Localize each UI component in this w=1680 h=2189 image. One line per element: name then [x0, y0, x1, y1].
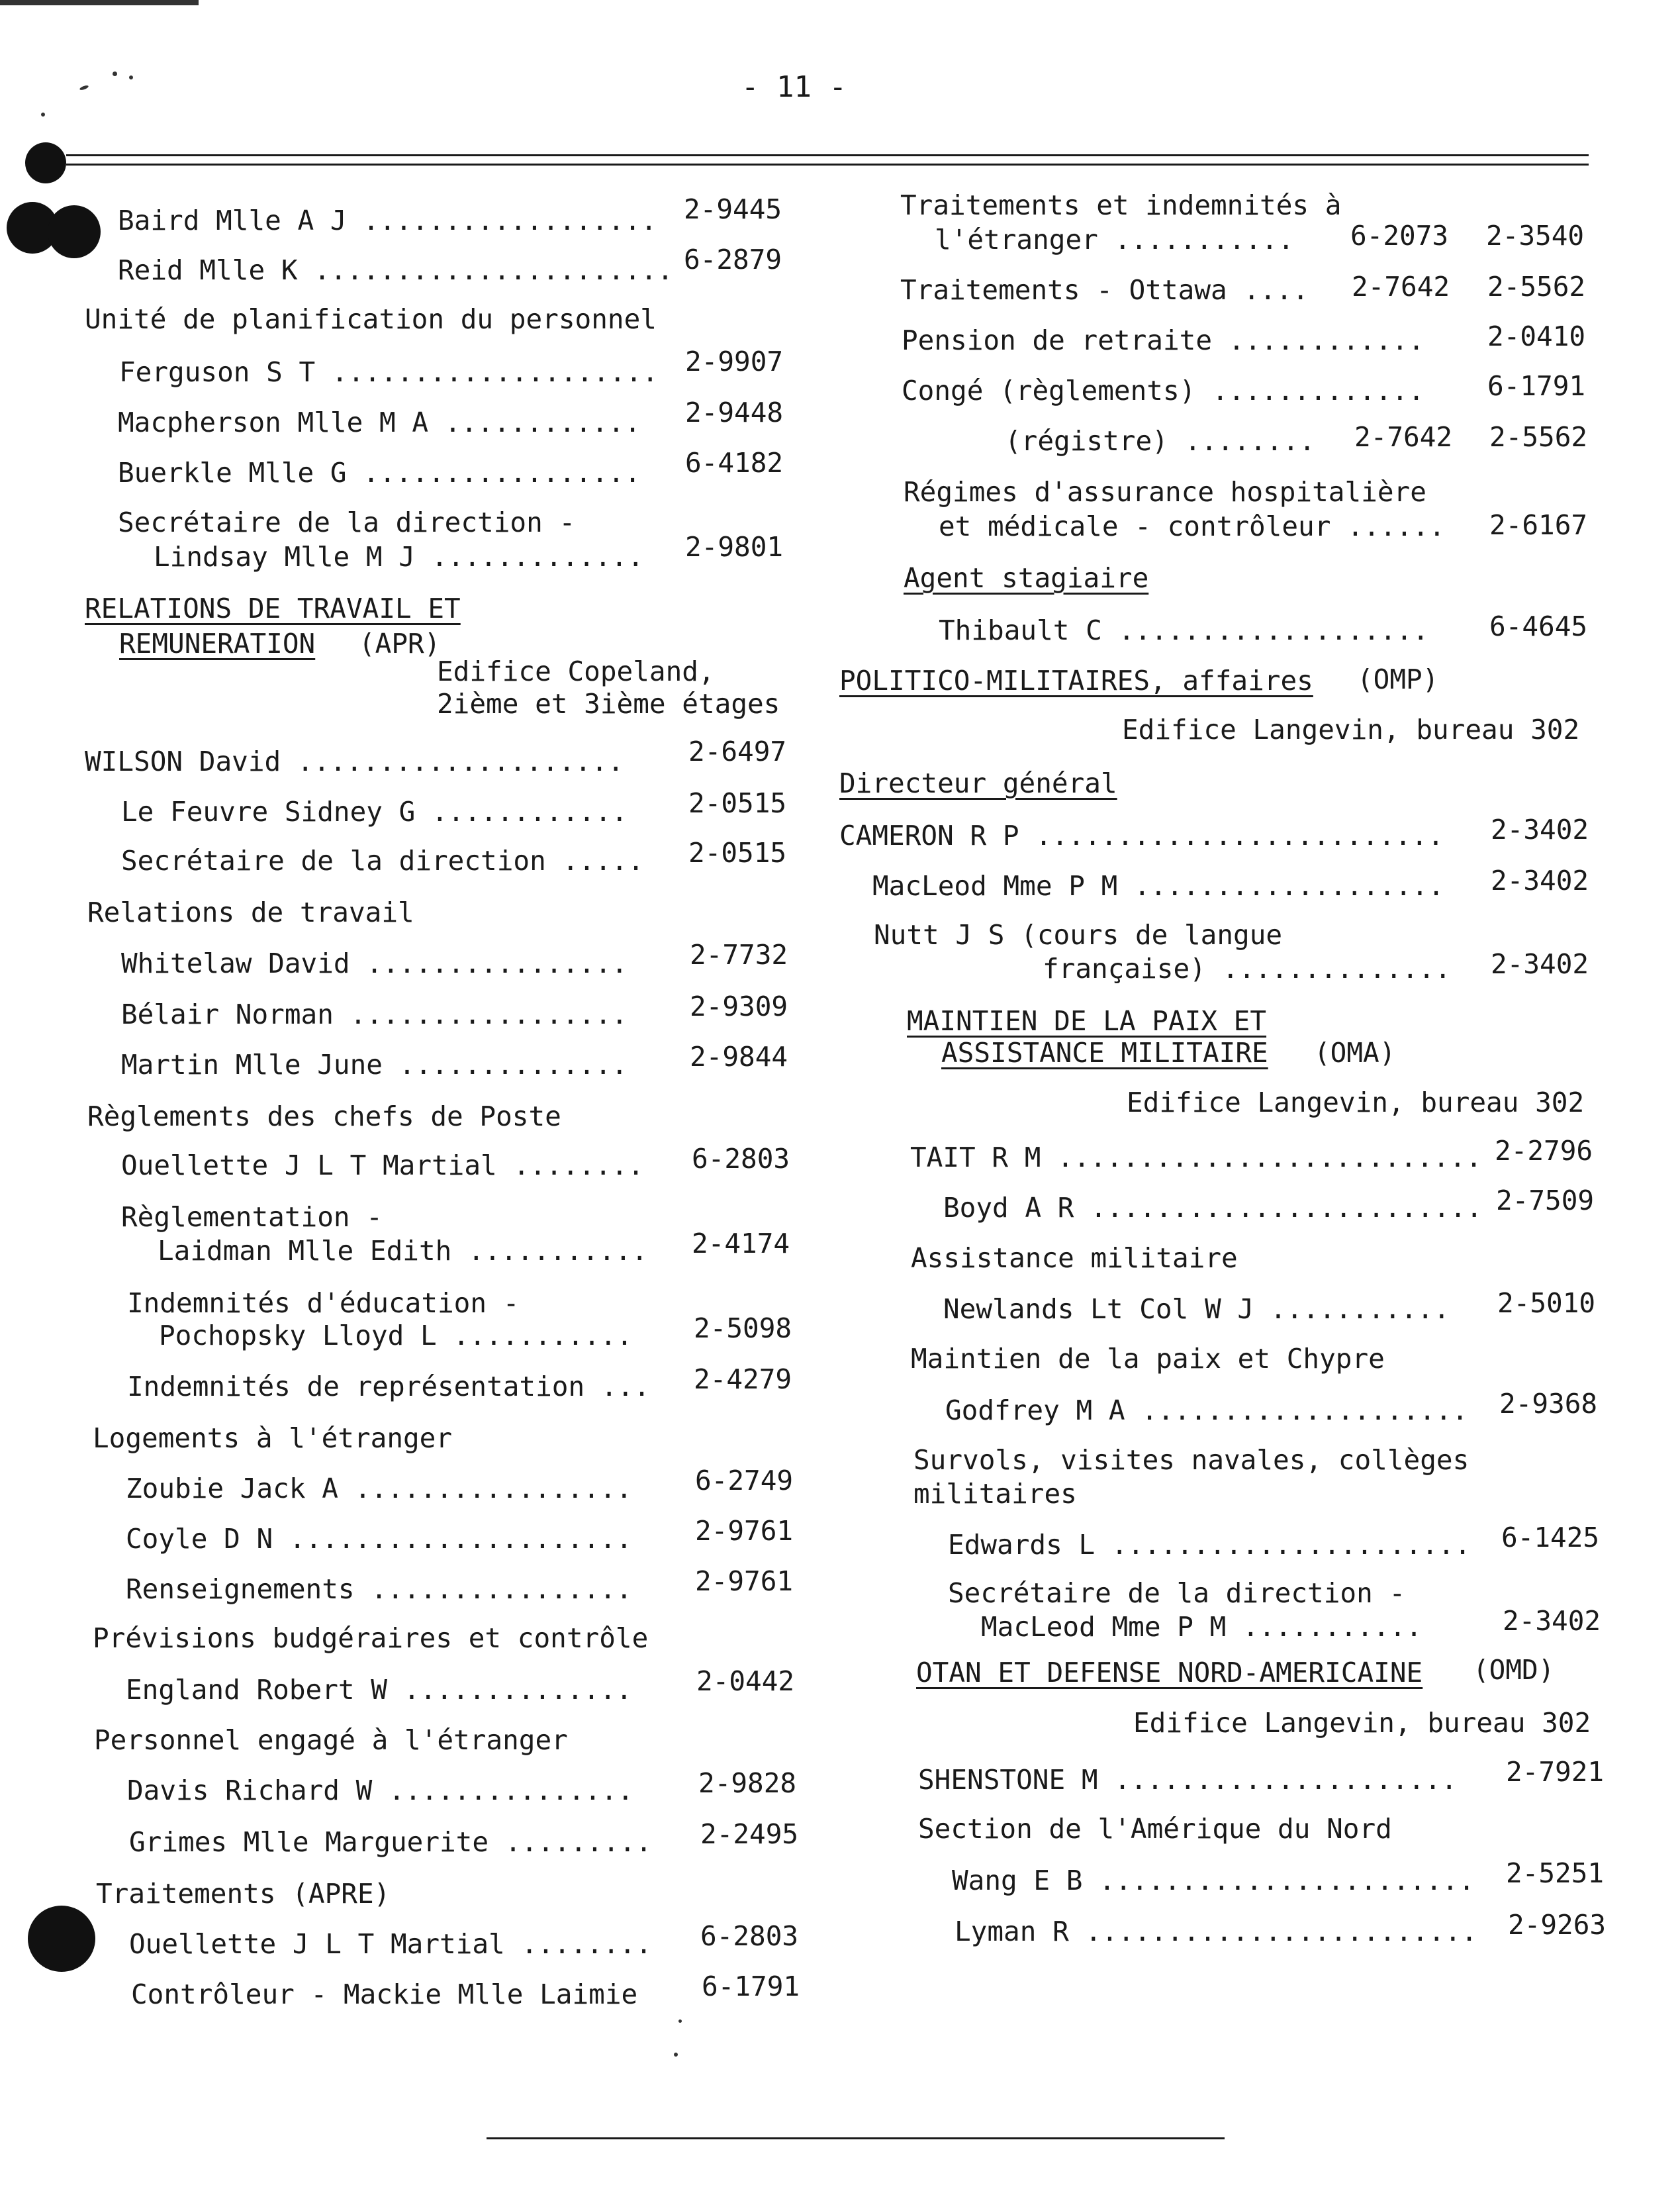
- entry-macleod-1: MacLeod Mme P M ...................: [872, 870, 1444, 902]
- heading-maintien-paix: MAINTIEN DE LA PAIX ET: [907, 1005, 1267, 1037]
- phone-traitements-ottawa-2: 2-5562: [1487, 271, 1586, 303]
- entry-lyman: Lyman R ........................: [955, 1916, 1477, 1947]
- phone-newlands: 2-5010: [1497, 1287, 1596, 1319]
- entry-reglementation-label: Règlementation -: [121, 1201, 383, 1233]
- heading-remuneration: REMUNERATION: [119, 628, 316, 659]
- phone-england: 2-0442: [696, 1665, 795, 1697]
- location-langevin-omd: Edifice Langevin, bureau 302: [1133, 1707, 1591, 1739]
- section-assistance-militaire: Assistance militaire: [911, 1242, 1238, 1274]
- phone-lindsay: 2-9801: [685, 531, 784, 563]
- entry-lindsay: Lindsay Mlle M J .............: [154, 541, 644, 573]
- entry-martin: Martin Mlle June ..............: [121, 1049, 628, 1081]
- phone-whitelaw: 2-7732: [690, 939, 788, 971]
- section-survols: Survols, visites navales, collèges: [913, 1444, 1470, 1476]
- section-previsions: Prévisions budgéraires et contrôle: [93, 1622, 649, 1654]
- entry-belair: Bélair Norman .................: [121, 998, 628, 1030]
- heading-politico-militaires-code: (OMP): [1357, 663, 1439, 695]
- phone-grimes: 2-2495: [700, 1818, 799, 1850]
- phone-wang: 2-5251: [1506, 1857, 1605, 1889]
- entry-ouellette-1: Ouellette J L T Martial ........: [121, 1149, 644, 1181]
- header-rule-top: [66, 154, 1589, 156]
- heading-otan-code: (OMD): [1473, 1654, 1555, 1686]
- speck-6: [678, 2019, 682, 2023]
- speck-4: [41, 113, 45, 117]
- heading-agent-stagiaire: Agent stagiaire: [904, 562, 1149, 594]
- heading-assistance-militaire-code: (OMA): [1314, 1037, 1396, 1069]
- entry-conge-reglements: Congé (règlements) .............: [902, 375, 1424, 407]
- speck-2: [113, 72, 117, 76]
- entry-england: England Robert W ..............: [126, 1674, 633, 1706]
- entry-macleod-2: MacLeod Mme P M ...........: [981, 1611, 1423, 1643]
- entry-wilson: WILSON David ....................: [85, 746, 624, 777]
- entry-nutt-francaise: française) ..............: [1043, 953, 1452, 985]
- heading-otan: OTAN ET DEFENSE NORD-AMERICAINE: [916, 1657, 1423, 1688]
- phone-indemnites-representation: 2-4279: [694, 1363, 792, 1395]
- entry-laidman: Laidman Mlle Edith ...........: [158, 1235, 648, 1267]
- heading-politico-militaires: POLITICO-MILITAIRES, affaires: [839, 665, 1313, 697]
- phone-ouellette-2: 6-2803: [700, 1920, 799, 1952]
- phone-coyle: 2-9761: [695, 1515, 794, 1547]
- entry-indemnites-education-label: Indemnités d'éducation -: [127, 1287, 520, 1319]
- phone-traitements-etranger-1: 6-2073: [1350, 220, 1449, 252]
- entry-le-feuvre: Le Feuvre Sidney G ............: [121, 796, 628, 828]
- speck-3: [129, 75, 133, 79]
- section-amerique-nord: Section de l'Amérique du Nord: [918, 1813, 1392, 1845]
- entry-secretaire-direction-label: Secrétaire de la direction -: [118, 507, 576, 538]
- location-langevin-oma: Edifice Langevin, bureau 302: [1127, 1087, 1585, 1118]
- phone-macleod-2: 2-3402: [1503, 1605, 1601, 1637]
- phone-conge-registre-1: 2-7642: [1354, 421, 1453, 453]
- entry-pochopsky: Pochopsky Lloyd L ...........: [159, 1320, 633, 1351]
- entry-edwards: Edwards L ......................: [948, 1529, 1471, 1561]
- phone-ouellette-1: 6-2803: [692, 1143, 790, 1175]
- location-langevin-omp: Edifice Langevin, bureau 302: [1122, 714, 1580, 746]
- section-relations-travail: Relations de travail: [87, 897, 414, 928]
- entry-cameron: CAMERON R P .........................: [839, 820, 1444, 851]
- section-personnel-engage: Personnel engagé à l'étranger: [94, 1724, 568, 1756]
- entry-ouellette-2: Ouellette J L T Martial ........: [129, 1928, 652, 1960]
- punch-hole-middle-2: [48, 205, 101, 258]
- punch-hole-bottom: [28, 1906, 95, 1972]
- phone-pension-retraite: 2-0410: [1487, 320, 1586, 352]
- phone-regimes-controleur: 2-6167: [1489, 509, 1588, 541]
- page-number: - 11 -: [741, 70, 847, 104]
- phone-le-feuvre: 2-0515: [688, 787, 787, 819]
- phone-controleur-mackie: 6-1791: [702, 1970, 800, 2002]
- phone-belair: 2-9309: [690, 991, 788, 1022]
- entry-macpherson: Macpherson Mlle M A ............: [118, 407, 641, 438]
- phone-boyd: 2-7509: [1496, 1185, 1595, 1216]
- entry-controleur-mackie: Contrôleur - Mackie Mlle Laimie: [131, 1978, 638, 2010]
- entry-wang: Wang E B .......................: [952, 1865, 1475, 1896]
- entry-traitements-indemnites-label: Traitements et indemnités à: [900, 189, 1342, 221]
- phone-macleod-1: 2-3402: [1491, 865, 1589, 897]
- phone-cameron: 2-3402: [1491, 814, 1589, 846]
- entry-whitelaw: Whitelaw David ................: [121, 948, 628, 979]
- phone-traitements-ottawa-1: 2-7642: [1352, 271, 1450, 303]
- phone-davis: 2-9828: [698, 1767, 797, 1799]
- phone-baird: 2-9445: [684, 193, 782, 225]
- section-traitements-apre: Traitements (APRE): [96, 1878, 391, 1910]
- section-survols-cont: militaires: [913, 1478, 1077, 1510]
- entry-godfrey: Godfrey M A ....................: [945, 1394, 1468, 1426]
- location-copeland-floors: 2ième et 3ième étages: [437, 688, 780, 720]
- entry-davis: Davis Richard W ...............: [127, 1775, 634, 1806]
- phone-pochopsky: 2-5098: [694, 1312, 792, 1344]
- heading-assistance-militaire: ASSISTANCE MILITAIRE: [941, 1037, 1268, 1069]
- entry-regimes-assurance-label: Régimes d'assurance hospitalière: [904, 476, 1426, 508]
- phone-secretaire-wilson: 2-0515: [688, 837, 787, 869]
- heading-remuneration-code: (APR): [359, 628, 441, 659]
- entry-nutt-label: Nutt J S (cours de langue: [874, 919, 1283, 951]
- phone-tait: 2-2796: [1495, 1135, 1593, 1167]
- entry-traitements-etranger: l'étranger ...........: [935, 224, 1295, 256]
- phone-edwards: 6-1425: [1501, 1522, 1600, 1553]
- entry-zoubie: Zoubie Jack A .................: [126, 1473, 633, 1504]
- footer-rule: [487, 2137, 1225, 2139]
- entry-reid: Reid Mlle K ......................: [118, 254, 674, 286]
- phone-ferguson: 2-9907: [685, 346, 784, 377]
- speck-1: [79, 85, 89, 91]
- entry-buerkle: Buerkle Mlle G .................: [118, 457, 641, 489]
- phone-godfrey: 2-9368: [1499, 1388, 1598, 1420]
- section-logements: Logements à l'étranger: [93, 1422, 453, 1454]
- phone-buerkle: 6-4182: [685, 447, 784, 479]
- phone-martin: 2-9844: [690, 1041, 788, 1073]
- phone-shenstone: 2-7921: [1506, 1756, 1605, 1788]
- phone-zoubie: 6-2749: [695, 1465, 794, 1496]
- phone-renseignements: 2-9761: [695, 1565, 794, 1597]
- phone-traitements-etranger-2: 2-3540: [1486, 220, 1585, 252]
- entry-indemnites-representation: Indemnités de représentation ...: [127, 1371, 650, 1402]
- section-reglements-chefs: Règlements des chefs de Poste: [87, 1100, 561, 1132]
- location-copeland: Edifice Copeland,: [437, 656, 715, 687]
- section-maintien-chypre: Maintien de la paix et Chypre: [911, 1343, 1385, 1375]
- heading-directeur-general: Directeur général: [839, 767, 1117, 799]
- section-planification: Unité de planification du personnel: [85, 303, 657, 335]
- phone-reid: 6-2879: [684, 244, 782, 275]
- entry-traitements-ottawa: Traitements - Ottawa ....: [900, 274, 1309, 306]
- entry-baird: Baird Mlle A J ..................: [118, 205, 657, 236]
- entry-newlands: Newlands Lt Col W J ...........: [943, 1293, 1450, 1325]
- entry-conge-registre: (régistre) ........: [1005, 425, 1315, 457]
- phone-laidman: 2-4174: [692, 1228, 790, 1259]
- entry-secretaire-oma-label: Secrétaire de la direction -: [948, 1577, 1406, 1609]
- phone-conge-registre-2: 2-5562: [1489, 421, 1588, 453]
- entry-secretaire-wilson: Secrétaire de la direction .....: [121, 845, 644, 877]
- entry-grimes: Grimes Mlle Marguerite .........: [129, 1826, 652, 1858]
- phone-lyman: 2-9263: [1508, 1909, 1607, 1941]
- entry-boyd: Boyd A R ........................: [943, 1192, 1483, 1224]
- punch-hole-top: [25, 142, 66, 183]
- top-edge-mark: [0, 0, 199, 5]
- entry-tait: TAIT R M ..........................: [910, 1142, 1482, 1173]
- phone-thibault: 6-4645: [1489, 610, 1588, 642]
- entry-regimes-controleur: et médicale - contrôleur ......: [939, 511, 1446, 542]
- phone-wilson: 2-6497: [688, 736, 787, 767]
- header-rule-bottom: [66, 164, 1589, 166]
- entry-renseignements: Renseignements ................: [126, 1573, 633, 1605]
- phone-macpherson: 2-9448: [685, 397, 784, 428]
- phone-conge-reglements: 6-1791: [1487, 370, 1586, 402]
- entry-pension-retraite: Pension de retraite ............: [902, 324, 1424, 356]
- phone-nutt: 2-3402: [1491, 948, 1589, 980]
- entry-ferguson: Ferguson S T ....................: [119, 356, 659, 388]
- entry-coyle: Coyle D N .....................: [126, 1523, 633, 1555]
- entry-thibault: Thibault C ...................: [939, 614, 1429, 646]
- heading-relations-travail: RELATIONS DE TRAVAIL ET: [85, 593, 461, 624]
- entry-shenstone: SHENSTONE M .....................: [918, 1764, 1458, 1796]
- speck-5: [674, 2053, 678, 2057]
